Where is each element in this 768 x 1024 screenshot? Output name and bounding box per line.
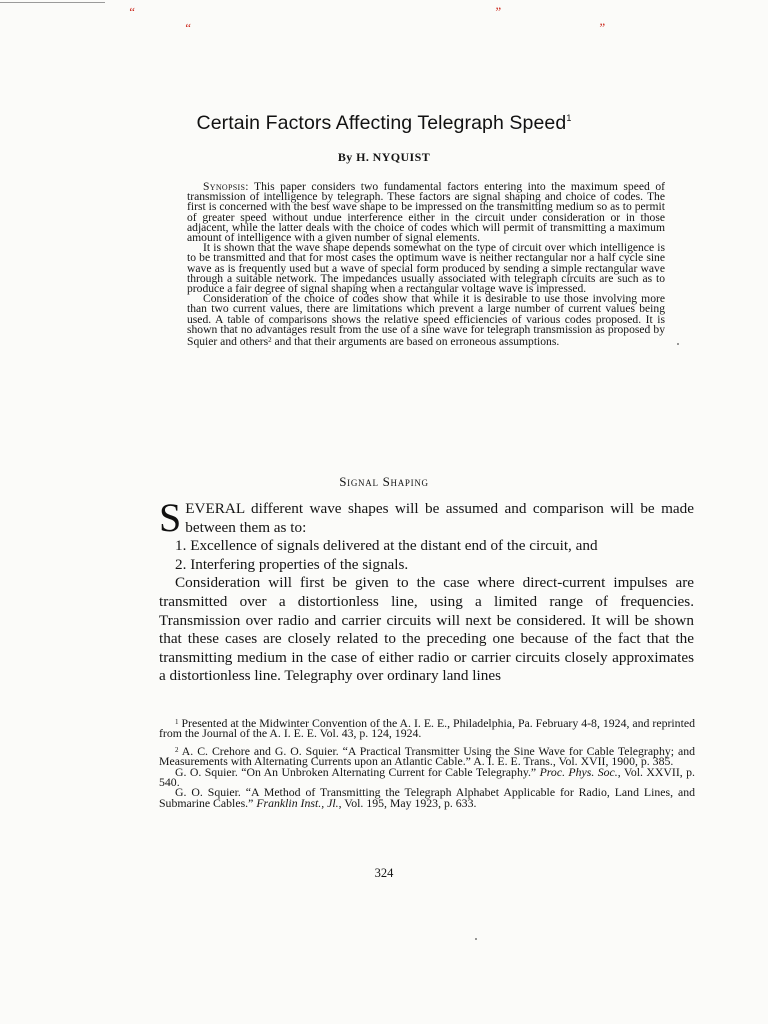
synopsis-paragraph [187, 182, 665, 243]
synopsis [187, 182, 665, 347]
page-title [0, 112, 768, 135]
footnote [159, 717, 695, 739]
body-paragraph: Consideration will first be given to the case where direct-current impulses are transmitted over a distortionless line, using a limited range of frequencies. Transmission over radio and carrier circuits will next be considered. It will be shown that these cases are closely related to the preceding one because of the fact that the transmitting medium in the case of either radio or carrier circuits closely approximates a distortionless line. Telegraphy over ordinary land lines [159, 574, 694, 685]
synopsis-label: Synopsis: [203, 180, 249, 193]
quote-mark: ” [494, 4, 502, 19]
synopsis-paragraph: It is shown that the wave shape depends somewhat on the type of circuit over which intelligence is to be transmitted and that for most cases the optimum wave is neither rectangular nor a half cycle sine wave as is frequently used but a wave of special form produced by sending a simple rectangular wave through a suitable network. The impedances usually associated with telegraph circuits are such as to produce a fair degree of signal shaping when a rectangular voltage wave is impressed. [187, 241, 665, 296]
footnote-text: Presented at the Midwinter Convention of the A. I. E. E., Philadelphia, Pa. February 4-8, 1924, and reprinted from the Journal of the A. I. E. E. Vol. 43, p. 124, 1924. [159, 716, 695, 741]
footnote-text: A. C. Crehore and G. O. Squier. “A Practical Transmitter Using the Sine Wave for Cable Telegraphy; and Measurements with Alternating Currents upon an Atlantic Cable.” A. I. E. E. Trans., Vol. XVII, 1900, p. 385. [159, 743, 695, 769]
synopsis-text: Consideration of the choice of codes show that while it is desirable to use those involving more than two current values, there are limitations which prevent a large number of current values being used. A table of comparisons shows the relative speed efficiencies of various codes proposed. It is shown that no advantages result from the use of a sine wave for telegraph transmission as proposed by Squier and others [187, 292, 665, 349]
drop-cap: S [159, 495, 182, 540]
quote-mark: “ [184, 20, 192, 35]
journal-title: Proc. Phys. Soc. [539, 764, 618, 779]
footnote-ref: 2 [268, 336, 272, 345]
author-byline: By H. NYQUIST [337, 150, 431, 164]
body-paragraph [159, 495, 694, 540]
quote-mark: “ [128, 4, 136, 19]
footnotes [159, 717, 695, 808]
synopsis-text: and that their arguments are based on erroneous assumptions. [271, 335, 560, 349]
body-paragraph: 1. Excellence of signals delivered at the distant end of the circuit, and [175, 537, 598, 555]
title-footnote-ref: 1 [566, 113, 572, 123]
scan-speck [677, 343, 679, 345]
footnote [159, 764, 695, 790]
footnote-marker: 2 [175, 745, 179, 754]
synopsis-text: This paper considers two fundamental factors entering into the maximum speed of transmission of intelligence by telegraph. These factors are signal shaping and choice of codes. The first is concerned with the best wave shape to be impressed on the transmitting medium so as to permit of greater speed without undue interference either in the circuit under consideration or in those adjacent, while the latter deals with the choice of codes which will permit of transmitting a maximum amount of intelligence with a given number of signal elements. [187, 180, 665, 245]
quote-mark: ” [598, 20, 606, 35]
footnote-text: G. O. Squier. “On An Unbroken Alternating Current for Cable Telegraphy.” [175, 764, 540, 779]
scan-speck [475, 938, 477, 940]
footnote-text: G. O. Squier. “A Method of Transmitting the Telegraph Alphabet Applicable for Radio, Land Lines, and Submarine Cables.” [159, 785, 695, 810]
section-heading: Signal Shaping [339, 474, 429, 489]
body-paragraph-text: EVERAL different wave shapes will be assumed and comparison will be made between them as to: [185, 500, 694, 536]
scan-edge-line [0, 2, 105, 3]
body-text [159, 495, 694, 686]
footnote-marker: 1 [175, 718, 179, 726]
journal-title: Franklin Inst., Jl. [256, 795, 339, 810]
footnote [159, 787, 695, 808]
page-number: 324 [374, 866, 394, 880]
footnote [159, 745, 695, 767]
title-text: Certain Factors Affecting Telegraph Speed [196, 112, 567, 134]
synopsis-paragraph [187, 294, 665, 347]
footnote-text: , Vol. XXVII, p. 540. [159, 764, 695, 790]
footnote-text: , Vol. 195, May 1923, p. 633. [338, 795, 477, 810]
body-paragraph: 2. Interfering properties of the signals. [175, 555, 409, 573]
